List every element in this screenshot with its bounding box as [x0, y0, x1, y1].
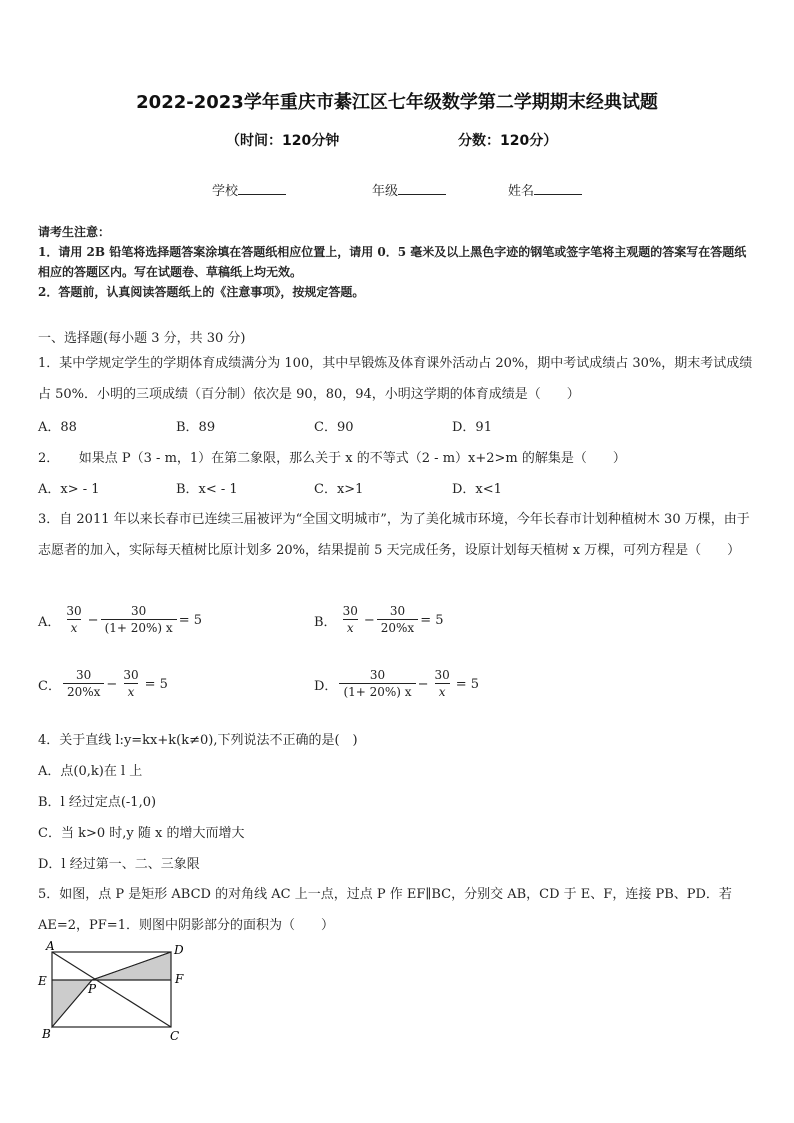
q1-option-d[interactable]: D．91	[452, 420, 492, 435]
school-blank[interactable]	[238, 182, 286, 195]
q3-option-a[interactable]: A． $\frac{30}{x}$ − $\frac{30}{(1+ 20\%) x}$ = 5	[38, 604, 202, 635]
section-heading: 一、选择题(每小题 3 分，共 30 分)	[38, 331, 246, 346]
question-5: 5．如图，点 P 是矩形 ABCD 的对角线 AC 上一点，过点 P 作 EF∥BC，分别交 AB，CD 于 E、F，连接 PB、PD．若 AE=2，PF=1．则图中阴影部分的面积为（ ）	[38, 887, 732, 933]
exam-score: 分数：120分）	[458, 133, 558, 149]
q1-option-b[interactable]: B．89	[176, 420, 216, 435]
name-label: 姓名	[508, 184, 535, 199]
fraction: $\frac{30}{x}$	[342, 604, 358, 635]
q1-option-c[interactable]: C．90	[314, 420, 354, 435]
option-label: C．	[38, 679, 61, 694]
label-c: C	[170, 1029, 180, 1043]
grade-blank[interactable]	[398, 182, 446, 195]
notice-block	[38, 222, 758, 302]
q4-option-b[interactable]: B．l 经过定点(-1,0)	[38, 795, 157, 810]
name-field	[508, 180, 582, 199]
fraction: $\frac{30}{20\%x}$	[377, 604, 418, 637]
label-a: A	[46, 939, 55, 953]
exam-time: （时间：120分钟	[226, 133, 340, 149]
school-field	[212, 180, 286, 199]
question-1: 1．某中学规定学生的学期体育成绩满分为 100，其中早锻炼及体育课外活动占 20%，期中考试成绩占 30%，期末考试成绩占 50%．小明的三项成绩（百分制）依次是 90，80，94，小明这学期的体育成绩是（ ）	[38, 356, 753, 402]
fraction: $\frac{30}{(1+ 20\%) x}$	[339, 668, 415, 701]
grade-label: 年级	[372, 184, 399, 199]
q3-option-b[interactable]: B． $\frac{30}{x}$ − $\frac{30}{20\%x}$ = 5	[314, 604, 444, 635]
fraction: $\frac{30}{20\%x}$	[63, 668, 104, 701]
label-f: F	[175, 972, 184, 986]
q4-option-d[interactable]: D．l 经过第一、二、三象限	[38, 857, 200, 872]
option-label: B．	[314, 615, 337, 630]
fraction: $\frac{30}{x}$	[123, 668, 139, 699]
notice-heading: 请考生注意：	[38, 225, 111, 239]
name-blank[interactable]	[534, 182, 582, 195]
q1-option-a[interactable]: A．88	[38, 420, 77, 435]
fraction: $\frac{30}{x}$	[66, 604, 82, 635]
fraction: $\frac{30}{(1+ 20\%) x}$	[101, 604, 177, 637]
q4-option-a[interactable]: A．点(0,k)在 l 上	[38, 764, 143, 779]
rectangle-figure	[30, 938, 200, 1044]
q2-option-c[interactable]: C．x>1	[314, 482, 364, 497]
question-2: 2． 如果点 P（3 - m，1）在第二象限，那么关于 x 的不等式（2 - m）x+2>m 的解集是（ ）	[38, 451, 626, 466]
label-d: D	[174, 943, 184, 957]
school-label: 学校	[212, 184, 239, 199]
q2-option-a[interactable]: A．x> - 1	[38, 482, 100, 497]
fraction: $\frac{30}{x}$	[434, 668, 450, 699]
label-b: B	[42, 1027, 51, 1041]
q2-option-d[interactable]: D．x<1	[452, 482, 502, 497]
page-title: 2022-2023学年重庆市綦江区七年级数学第二学期期末经典试题	[136, 92, 658, 113]
label-e: E	[38, 974, 47, 988]
grade-field	[372, 180, 446, 199]
q2-option-b[interactable]: B．x< - 1	[176, 482, 238, 497]
question-3: 3．自 2011 年以来长春市已连续三届被评为“全国文明城市”，为了美化城市环境，今年长春市计划种植树木 30 万棵，由于志愿者的加入，实际每天植树比原计划多 20%，结果提前 5 天完成任务，设原计划每天植树 x 万棵，可列方程是（ ）	[38, 512, 750, 558]
notice-line-2: 2．答题前，认真阅读答题纸上的《注意事项》，按规定答题。	[38, 285, 365, 299]
q3-option-d[interactable]: D． $\frac{30}{(1+ 20\%) x}$ − $\frac{30}{x}$ = 5	[314, 668, 480, 699]
label-p: P	[88, 982, 97, 996]
question-4: 4．关于直线 l:y=kx+k(k≠0),下列说法不正确的是( )	[38, 733, 358, 748]
q4-option-c[interactable]: C．当 k>0 时,y 随 x 的增大而增大	[38, 826, 245, 841]
notice-line-1: 1．请用 2B 铅笔将选择题答案涂填在答题纸相应位置上，请用 0．5 毫米及以上黑色字迹的钢笔或签字笔将主观题的答案写在答题纸相应的答题区内。写在试题卷、草稿纸上均无效。	[38, 245, 747, 279]
option-label: A．	[38, 615, 61, 630]
q3-option-c[interactable]: C． $\frac{30}{20\%x}$ − $\frac{30}{x}$ = 5	[38, 668, 168, 699]
option-label: D．	[314, 679, 338, 694]
